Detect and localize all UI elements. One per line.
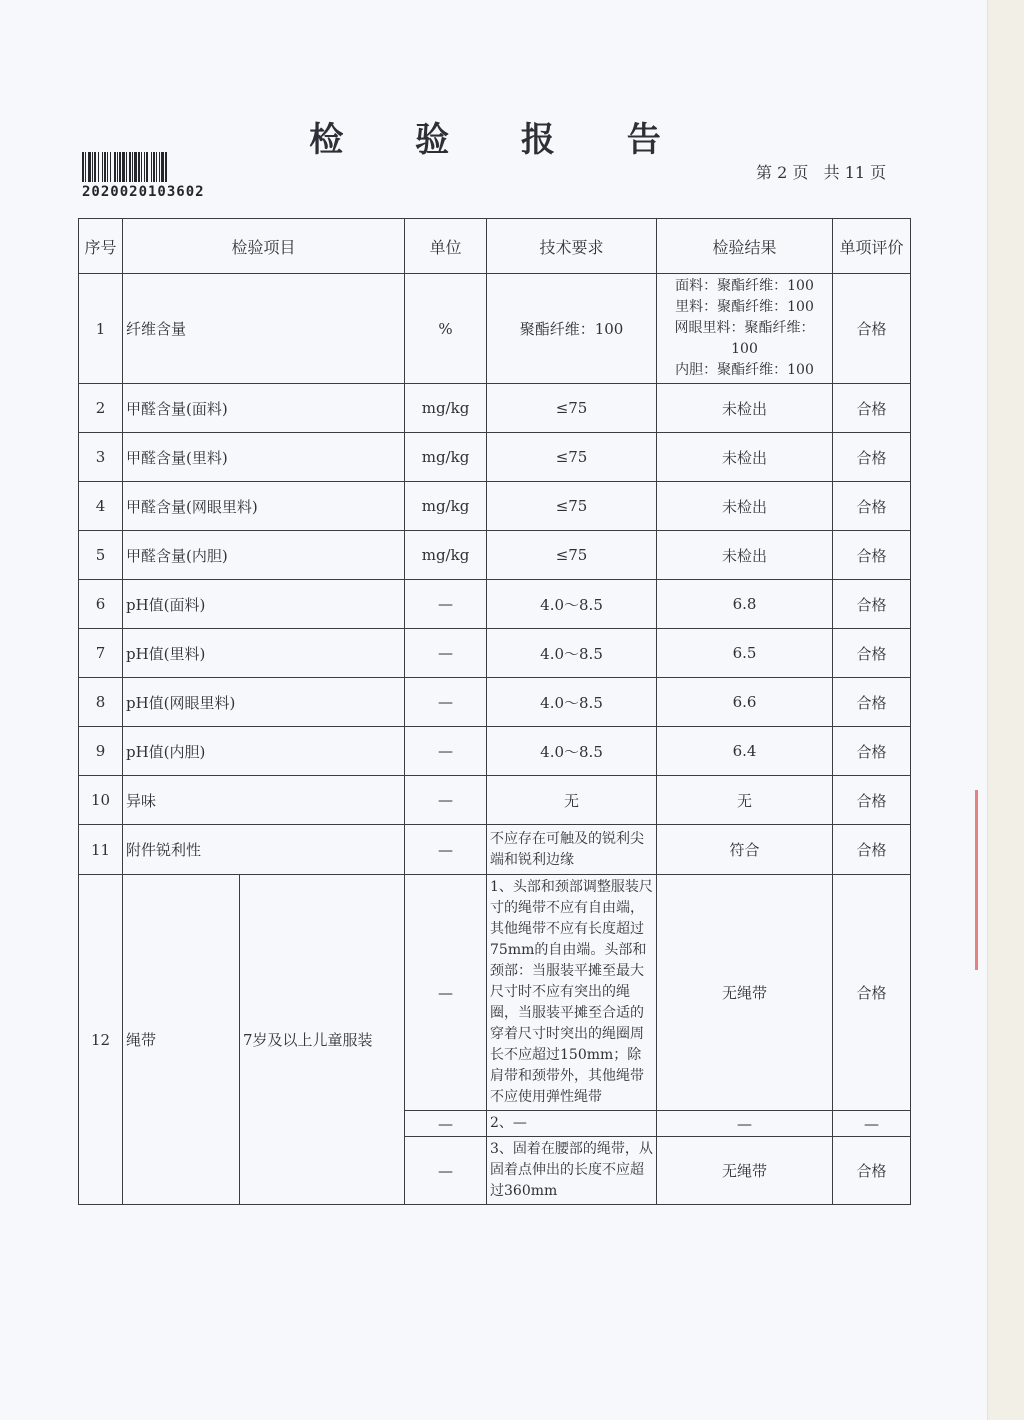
row-item: pH值(面料) bbox=[123, 580, 405, 629]
table-row bbox=[79, 727, 911, 776]
row-result: 6.5 bbox=[657, 629, 833, 678]
row-subitem: 7岁及以上儿童服装 bbox=[240, 875, 405, 1205]
row-seq: 4 bbox=[79, 482, 123, 531]
row-seq: 7 bbox=[79, 629, 123, 678]
header-result: 检验结果 bbox=[657, 219, 833, 274]
row-item: 绳带 bbox=[123, 875, 240, 1205]
row-evaluation: 合格 bbox=[833, 482, 911, 531]
row-item: pH值(里料) bbox=[123, 629, 405, 678]
row-unit: — bbox=[405, 776, 487, 825]
row-unit: — bbox=[405, 678, 487, 727]
row-item: 纤维含量 bbox=[123, 274, 405, 384]
table-row bbox=[79, 629, 911, 678]
row-evaluation: 合格 bbox=[833, 433, 911, 482]
row-item: pH值(网眼里料) bbox=[123, 678, 405, 727]
table-row bbox=[79, 678, 911, 727]
header-evaluation: 单项评价 bbox=[833, 219, 911, 274]
row-result: 6.8 bbox=[657, 580, 833, 629]
row-evaluation: 合格 bbox=[833, 531, 911, 580]
table-row bbox=[79, 433, 911, 482]
row-result: 无绳带 bbox=[657, 875, 833, 1111]
header-seq: 序号 bbox=[79, 219, 123, 274]
row-requirement: 2、— bbox=[487, 1111, 657, 1137]
header-requirement: 技术要求 bbox=[487, 219, 657, 274]
row-result: 6.4 bbox=[657, 727, 833, 776]
row-requirement: 4.0～8.5 bbox=[487, 727, 657, 776]
row-result: 6.6 bbox=[657, 678, 833, 727]
row-unit: mg/kg bbox=[405, 482, 487, 531]
row-unit: mg/kg bbox=[405, 433, 487, 482]
row-unit: mg/kg bbox=[405, 384, 487, 433]
table-row bbox=[79, 776, 911, 825]
row-result: 符合 bbox=[657, 825, 833, 875]
header-item: 检验项目 bbox=[123, 219, 405, 274]
row-seq: 10 bbox=[79, 776, 123, 825]
barcode-icon bbox=[82, 152, 238, 182]
row-item: 甲醛含量(网眼里料) bbox=[123, 482, 405, 531]
paper-edge bbox=[987, 0, 1024, 1420]
row-seq: 12 bbox=[79, 875, 123, 1205]
row-unit: mg/kg bbox=[405, 531, 487, 580]
row-requirement: ≤75 bbox=[487, 482, 657, 531]
row-seq: 3 bbox=[79, 433, 123, 482]
row-item: 附件锐利性 bbox=[123, 825, 405, 875]
row-evaluation: 合格 bbox=[833, 776, 911, 825]
report-title: 检 验 报 告 bbox=[309, 120, 691, 160]
row-seq: 11 bbox=[79, 825, 123, 875]
header-unit: 单位 bbox=[405, 219, 487, 274]
row-seq: 5 bbox=[79, 531, 123, 580]
row-result: 未检出 bbox=[657, 531, 833, 580]
row-requirement: ≤75 bbox=[487, 531, 657, 580]
row-evaluation: 合格 bbox=[833, 825, 911, 875]
row-result: 未检出 bbox=[657, 433, 833, 482]
inspection-table bbox=[78, 218, 911, 1205]
row-requirement: 无 bbox=[487, 776, 657, 825]
row-seq: 8 bbox=[79, 678, 123, 727]
result-line: 100 bbox=[731, 341, 758, 357]
row-item: 异味 bbox=[123, 776, 405, 825]
row-requirement: 聚酯纤维：100 bbox=[487, 274, 657, 384]
row-requirement: ≤75 bbox=[487, 384, 657, 433]
report-number: 2020020103602 bbox=[82, 184, 205, 200]
table-row bbox=[79, 531, 911, 580]
row-seq: 6 bbox=[79, 580, 123, 629]
row-unit: — bbox=[405, 825, 487, 875]
table-row bbox=[79, 825, 911, 875]
table-row bbox=[79, 875, 911, 1111]
row-result: 未检出 bbox=[657, 384, 833, 433]
row-seq: 9 bbox=[79, 727, 123, 776]
red-stamp-edge bbox=[975, 790, 994, 970]
row-unit: — bbox=[405, 727, 487, 776]
row-item: 甲醛含量(内胆) bbox=[123, 531, 405, 580]
row-seq: 1 bbox=[79, 274, 123, 384]
row-evaluation: — bbox=[833, 1111, 911, 1137]
row-requirement: 4.0～8.5 bbox=[487, 580, 657, 629]
page-info: 第 2 页 共 11 页 bbox=[756, 163, 887, 182]
table-header-row bbox=[79, 219, 911, 274]
table-row bbox=[79, 482, 911, 531]
row-result: 无 bbox=[657, 776, 833, 825]
row-result: 未检出 bbox=[657, 482, 833, 531]
row-result: — bbox=[657, 1111, 833, 1137]
row-unit: % bbox=[405, 274, 487, 384]
row-item: 甲醛含量(里料) bbox=[123, 433, 405, 482]
row-evaluation: 合格 bbox=[833, 875, 911, 1111]
row-unit: — bbox=[405, 580, 487, 629]
row-unit: — bbox=[405, 1111, 487, 1137]
row-evaluation: 合格 bbox=[833, 727, 911, 776]
row-evaluation: 合格 bbox=[833, 274, 911, 384]
row-requirement: 4.0～8.5 bbox=[487, 678, 657, 727]
result-line: 内胆：聚酯纤维：100 bbox=[675, 362, 814, 378]
row-result: 无绳带 bbox=[657, 1137, 833, 1205]
row-seq: 2 bbox=[79, 384, 123, 433]
row-evaluation: 合格 bbox=[833, 678, 911, 727]
row-unit: — bbox=[405, 1137, 487, 1205]
row-evaluation: 合格 bbox=[833, 629, 911, 678]
row-requirement: ≤75 bbox=[487, 433, 657, 482]
row-unit: — bbox=[405, 629, 487, 678]
result-line: 面料：聚酯纤维：100 bbox=[675, 278, 814, 294]
row-evaluation: 合格 bbox=[833, 384, 911, 433]
result-line: 里料：聚酯纤维：100 bbox=[675, 299, 814, 315]
table-row bbox=[79, 580, 911, 629]
row-item: pH值(内胆) bbox=[123, 727, 405, 776]
table-row bbox=[79, 384, 911, 433]
row-unit: — bbox=[405, 875, 487, 1111]
row-evaluation: 合格 bbox=[833, 1137, 911, 1205]
table-row bbox=[79, 274, 911, 384]
row-requirement: 4.0～8.5 bbox=[487, 629, 657, 678]
row-requirement: 不应存在可触及的锐利尖端和锐利边缘 bbox=[487, 825, 657, 875]
row-requirement: 1、头部和颈部调整服装尺寸的绳带不应有自由端，其他绳带不应有长度超过75mm的自由端。头部和颈部：当服装平摊至最大尺寸时不应有突出的绳圈，当服装平摊至合适的穿着尺寸时突出的绳圈周长不应超过150mm；除肩带和颈带外，其他绳带不应使用弹性绳带 bbox=[487, 875, 657, 1111]
row-item: 甲醛含量(面料) bbox=[123, 384, 405, 433]
row-requirement: 3、固着在腰部的绳带，从固着点伸出的长度不应超过360mm bbox=[487, 1137, 657, 1205]
row-result bbox=[657, 274, 833, 384]
row-evaluation: 合格 bbox=[833, 580, 911, 629]
result-line: 网眼里料：聚酯纤维： bbox=[674, 320, 815, 336]
